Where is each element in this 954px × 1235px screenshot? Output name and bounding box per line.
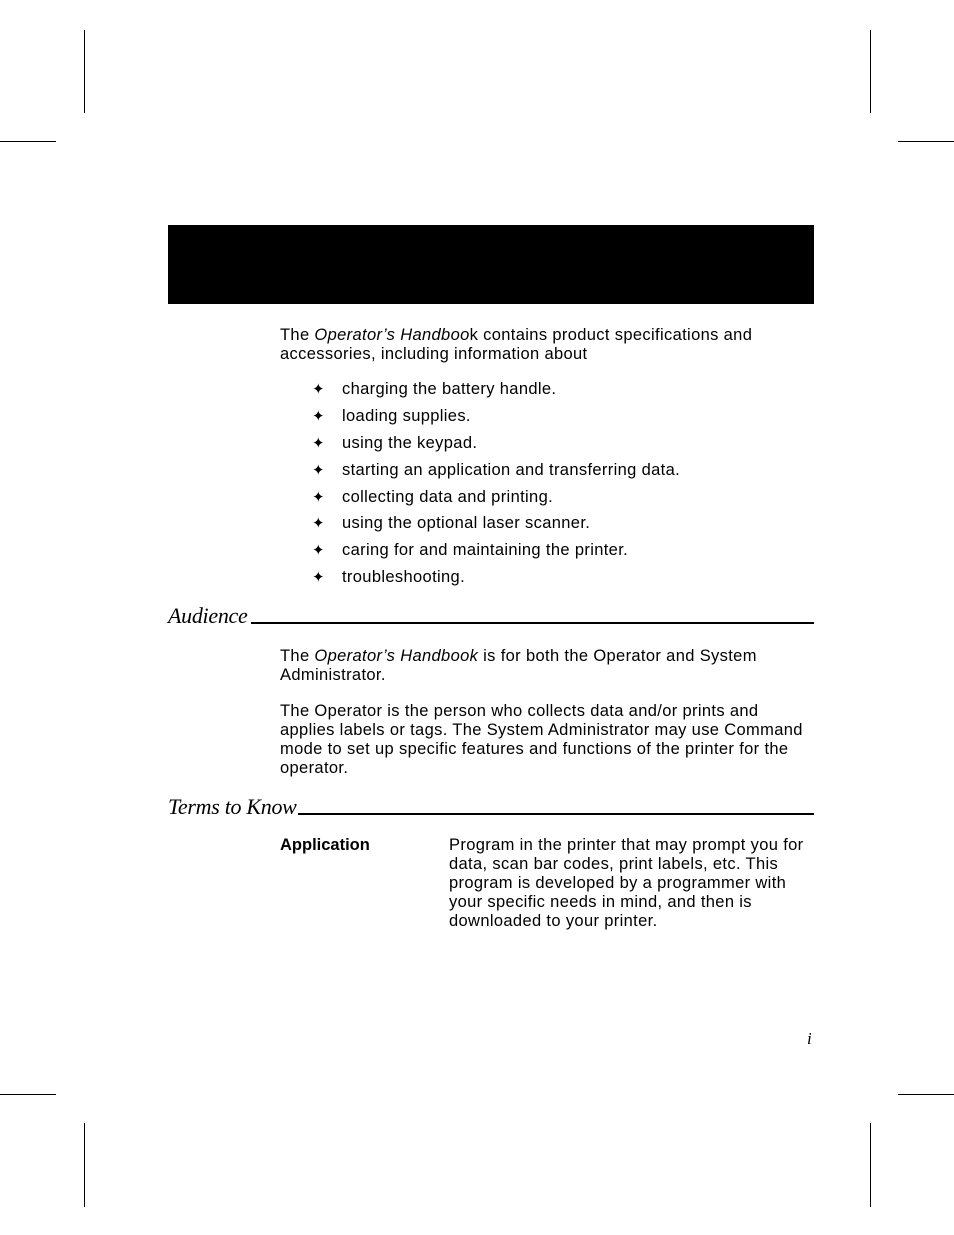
list-item-text: using the optional laser scanner. — [342, 514, 591, 533]
list-item — [312, 407, 680, 434]
list-item-text: starting an application and transferring data. — [342, 460, 681, 479]
intro-paragraph — [280, 326, 815, 364]
crop-mark — [898, 1094, 954, 1095]
list-item — [312, 541, 680, 568]
list-item — [312, 434, 680, 461]
term-definition: Program in the printer that may prompt you for data, scan bar codes, print labels, etc. This program is developed by a programmer with your specific needs in mind, and then is downloaded to your printer. — [449, 836, 804, 930]
audience-paragraph-2: The Operator is the person who collects data and/or prints and applies labels or tags. The System Administrator may use Command mode to set up specific features and functions of the printer for the operator. — [280, 702, 803, 777]
bullet-icon: ✦ — [312, 487, 325, 506]
bullet-icon: ✦ — [312, 433, 325, 452]
list-item-text: collecting data and printing. — [342, 487, 554, 506]
topic-list — [312, 380, 680, 595]
heading-rule — [298, 813, 814, 815]
list-item — [312, 461, 680, 488]
bullet-icon: ✦ — [312, 568, 325, 587]
title-bar — [168, 225, 814, 304]
audience-para1-prefix: The — [280, 647, 315, 665]
list-item-text: charging the battery handle. — [342, 380, 557, 398]
crop-mark — [84, 1123, 85, 1207]
crop-mark — [870, 1123, 871, 1207]
terms-heading — [168, 795, 814, 819]
list-item — [312, 380, 680, 407]
list-item-text: using the keypad. — [342, 433, 478, 452]
audience-paragraph-1 — [280, 647, 815, 685]
intro-prefix: The — [280, 326, 315, 344]
list-item-text: caring for and maintaining the printer. — [342, 541, 629, 560]
bullet-icon: ✦ — [312, 541, 325, 560]
crop-mark — [898, 141, 954, 142]
bullet-icon: ✦ — [312, 514, 325, 533]
list-item-text: loading supplies. — [342, 406, 471, 425]
bullet-icon: ✦ — [312, 380, 325, 398]
list-item-text: troubleshooting. — [342, 568, 466, 587]
heading-rule — [251, 622, 814, 624]
crop-mark — [0, 1094, 56, 1095]
list-item — [312, 514, 680, 541]
term-label: Application — [280, 836, 370, 854]
audience-heading-text: Audience — [168, 603, 248, 628]
intro-title: Operator’s Handboo — [314, 326, 470, 344]
crop-mark — [0, 141, 56, 142]
crop-mark — [84, 30, 85, 113]
audience-para1-title: Operator’s Handbook — [314, 647, 479, 665]
crop-mark — [870, 30, 871, 113]
bullet-icon: ✦ — [312, 406, 325, 425]
audience-para1-suffix: is for both the Operator and System Administrator. — [280, 647, 757, 684]
terms-heading-text: Terms to Know — [168, 794, 297, 819]
audience-heading — [168, 604, 814, 628]
intro-suffix: k contains product specifications and accessories, including information about — [280, 326, 753, 363]
bullet-icon: ✦ — [312, 460, 325, 479]
list-item — [312, 568, 680, 595]
page-number: i — [807, 1029, 812, 1048]
list-item — [312, 488, 680, 515]
